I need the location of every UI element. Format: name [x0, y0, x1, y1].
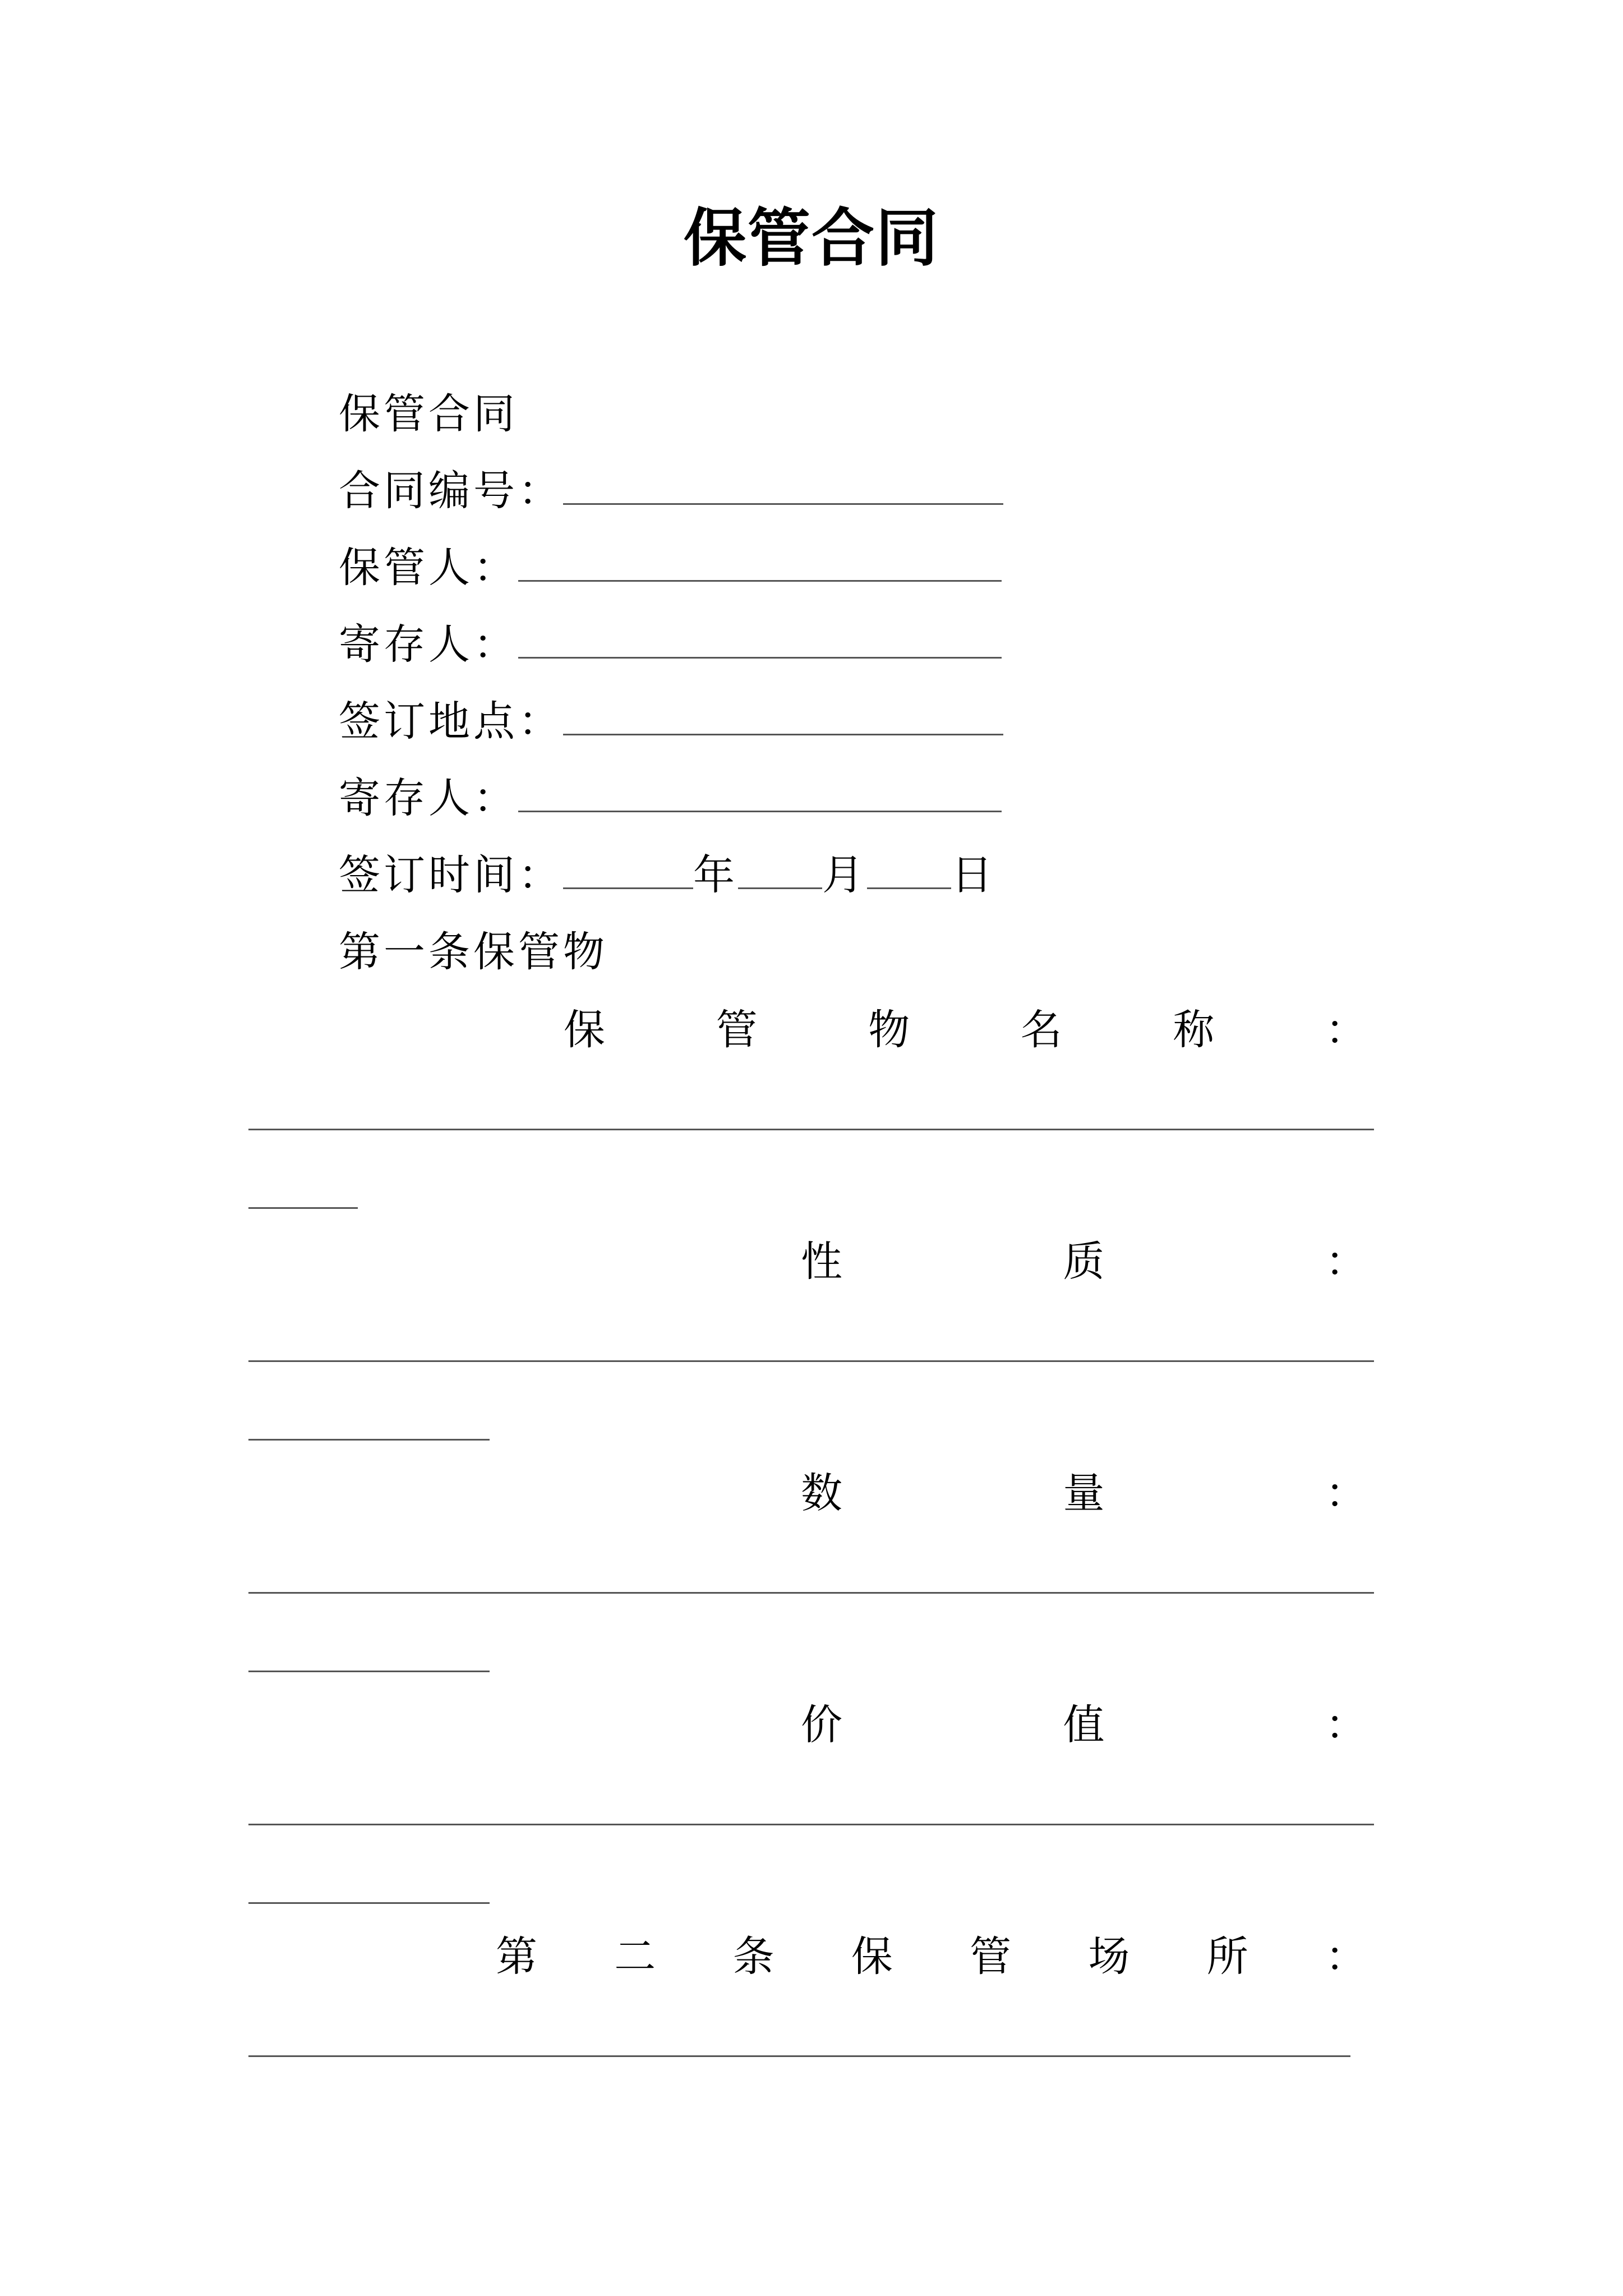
- custodian-row: [339, 540, 1002, 596]
- depositor2-row: [339, 770, 1002, 826]
- label-char: 二: [614, 1932, 656, 1981]
- label-char: 量: [1063, 1469, 1105, 1517]
- label-char: 场: [1088, 1932, 1130, 1981]
- label-char: 性: [801, 1237, 842, 1286]
- year-blank[interactable]: [563, 850, 693, 889]
- custodian-blank[interactable]: [518, 543, 1002, 582]
- value-blank-line-cont[interactable]: [248, 1902, 490, 1904]
- contract-no-row: [339, 463, 1003, 519]
- nature-blank-line-cont[interactable]: [248, 1439, 490, 1441]
- label-char: 值: [1063, 1701, 1105, 1749]
- label-char: 质: [1063, 1237, 1105, 1286]
- document-title: 保管合同: [684, 201, 939, 275]
- depositor-label: 寄存人：: [339, 620, 518, 669]
- label-char: ：: [1325, 1006, 1367, 1054]
- year-label: 年: [693, 851, 738, 899]
- label-char: 保: [564, 1006, 605, 1054]
- depositor2-blank[interactable]: [518, 774, 1002, 812]
- day-label: 日: [951, 851, 996, 899]
- quantity-label: [801, 1465, 1367, 1521]
- sign-place-row: [339, 693, 1003, 749]
- depositor-blank[interactable]: [518, 620, 1002, 659]
- item-name-label: [564, 1002, 1367, 1058]
- label-char: ：: [1325, 1469, 1367, 1517]
- label-char: 保: [851, 1932, 893, 1981]
- label-char: 数: [801, 1469, 842, 1517]
- label-char: ：: [1325, 1237, 1367, 1286]
- article1-heading: 第一条保管物: [339, 928, 608, 976]
- label-char: 称: [1173, 1006, 1215, 1054]
- article2-heading: [496, 1929, 1367, 1985]
- label-char: 名: [1020, 1006, 1062, 1054]
- label-char: 管: [716, 1006, 758, 1054]
- custodian-label: 保管人：: [339, 544, 518, 592]
- label-char: 第: [496, 1932, 537, 1981]
- sign-time-label: 签订时间：: [339, 851, 563, 899]
- value-label: [801, 1697, 1367, 1753]
- day-blank[interactable]: [867, 850, 951, 889]
- depositor2-label: 寄存人：: [339, 774, 518, 822]
- label-char: 条: [732, 1932, 774, 1981]
- nature-label: [801, 1234, 1367, 1290]
- item-name-blank-line[interactable]: [248, 1129, 1374, 1130]
- nature-blank-line[interactable]: [248, 1360, 1374, 1362]
- sign-place-label: 签订地点：: [339, 697, 563, 746]
- label-char: ：: [1325, 1701, 1367, 1749]
- value-blank-line[interactable]: [248, 1824, 1374, 1825]
- item-name-blank-line-cont[interactable]: [248, 1207, 358, 1209]
- label-char: 价: [801, 1701, 842, 1749]
- storage-place-blank-line[interactable]: [248, 2055, 1350, 2057]
- quantity-blank-line-cont[interactable]: [248, 1671, 490, 1672]
- label-char: 物: [868, 1006, 910, 1054]
- label-char: ：: [1325, 1932, 1367, 1981]
- label-char: 管: [970, 1932, 1012, 1981]
- sign-place-blank[interactable]: [563, 697, 1003, 735]
- month-label: 月: [822, 851, 867, 899]
- contract-heading: 保管合同: [339, 390, 518, 438]
- depositor-row: [339, 616, 1002, 673]
- quantity-blank-line[interactable]: [248, 1592, 1374, 1594]
- month-blank[interactable]: [738, 850, 822, 889]
- sign-time-row: [339, 847, 996, 903]
- contract-no-label: 合同编号：: [339, 467, 563, 515]
- label-char: 所: [1206, 1932, 1248, 1981]
- contract-no-blank[interactable]: [563, 466, 1003, 505]
